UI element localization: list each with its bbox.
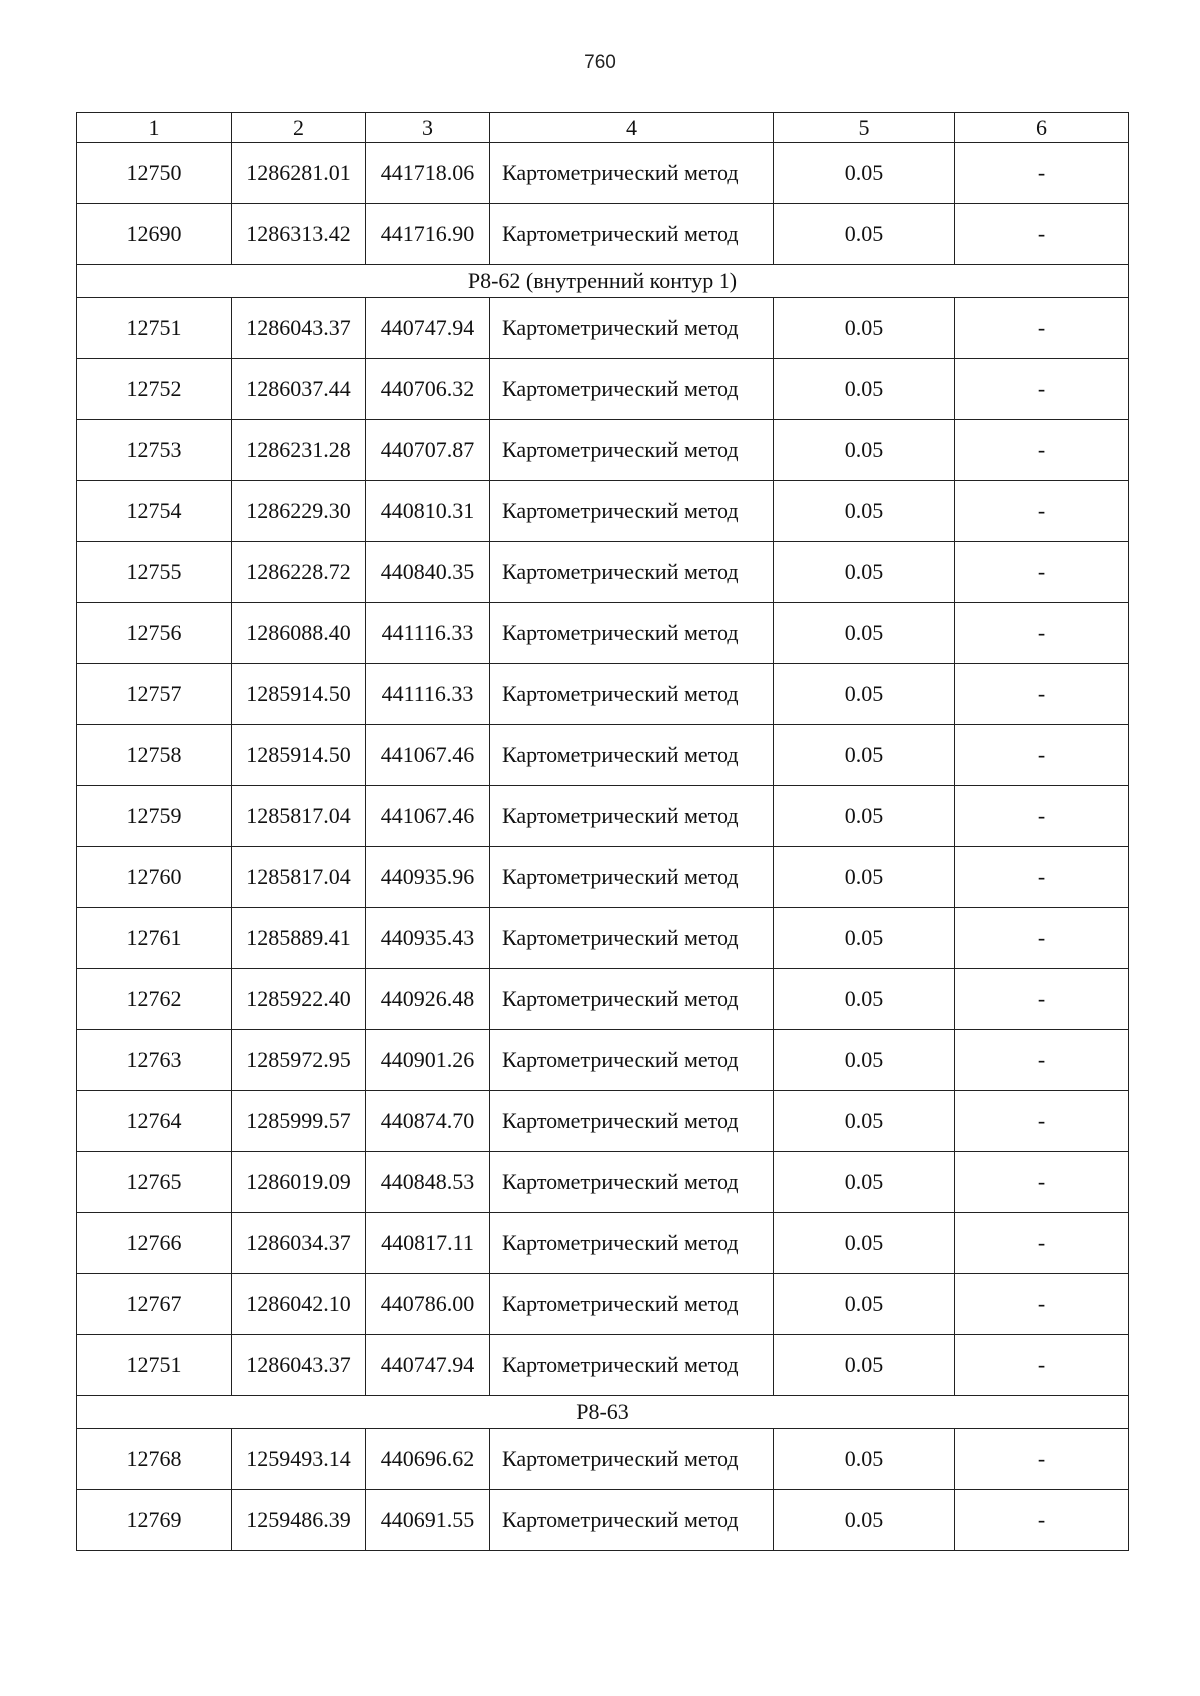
y-coordinate-cell: 440691.55 [366, 1490, 490, 1551]
x-coordinate-cell: 1286281.01 [232, 143, 366, 204]
point-number-cell: 12768 [77, 1429, 232, 1490]
accuracy-cell: 0.05 [774, 786, 955, 847]
method-cell: Картометрический метод [490, 1152, 774, 1213]
note-cell: - [955, 908, 1129, 969]
x-coordinate-cell: 1286042.10 [232, 1274, 366, 1335]
table-row [77, 1091, 1129, 1152]
table-row [77, 298, 1129, 359]
x-coordinate-cell: 1259493.14 [232, 1429, 366, 1490]
method-cell: Картометрический метод [490, 298, 774, 359]
method-cell: Картометрический метод [490, 1213, 774, 1274]
note-cell: - [955, 1091, 1129, 1152]
table-header-row [77, 113, 1129, 143]
x-coordinate-cell: 1286034.37 [232, 1213, 366, 1274]
x-coordinate-cell: 1285817.04 [232, 847, 366, 908]
point-number-cell: 12751 [77, 298, 232, 359]
table-row [77, 969, 1129, 1030]
method-cell: Картометрический метод [490, 204, 774, 265]
note-cell: - [955, 1335, 1129, 1396]
x-coordinate-cell: 1285817.04 [232, 786, 366, 847]
note-cell: - [955, 1429, 1129, 1490]
section-row [77, 265, 1129, 298]
note-cell: - [955, 298, 1129, 359]
column-header: 5 [774, 113, 955, 143]
table-row [77, 1490, 1129, 1551]
x-coordinate-cell: 1259486.39 [232, 1490, 366, 1551]
note-cell: - [955, 664, 1129, 725]
x-coordinate-cell: 1286019.09 [232, 1152, 366, 1213]
x-coordinate-cell: 1286313.42 [232, 204, 366, 265]
point-number-cell: 12756 [77, 603, 232, 664]
note-cell: - [955, 847, 1129, 908]
coordinates-table [76, 112, 1129, 1551]
y-coordinate-cell: 440926.48 [366, 969, 490, 1030]
table-row [77, 664, 1129, 725]
accuracy-cell: 0.05 [774, 725, 955, 786]
method-cell: Картометрический метод [490, 908, 774, 969]
column-header: 1 [77, 113, 232, 143]
table-body [77, 143, 1129, 1551]
method-cell: Картометрический метод [490, 542, 774, 603]
x-coordinate-cell: 1285914.50 [232, 725, 366, 786]
x-coordinate-cell: 1285999.57 [232, 1091, 366, 1152]
method-cell: Картометрический метод [490, 1490, 774, 1551]
point-number-cell: 12758 [77, 725, 232, 786]
note-cell: - [955, 1490, 1129, 1551]
x-coordinate-cell: 1286037.44 [232, 359, 366, 420]
y-coordinate-cell: 440696.62 [366, 1429, 490, 1490]
x-coordinate-cell: 1286231.28 [232, 420, 366, 481]
table-row [77, 1429, 1129, 1490]
accuracy-cell: 0.05 [774, 298, 955, 359]
method-cell: Картометрический метод [490, 847, 774, 908]
point-number-cell: 12752 [77, 359, 232, 420]
table-row [77, 1213, 1129, 1274]
point-number-cell: 12760 [77, 847, 232, 908]
method-cell: Картометрический метод [490, 420, 774, 481]
x-coordinate-cell: 1286043.37 [232, 298, 366, 359]
y-coordinate-cell: 440848.53 [366, 1152, 490, 1213]
method-cell: Картометрический метод [490, 359, 774, 420]
note-cell: - [955, 542, 1129, 603]
point-number-cell: 12755 [77, 542, 232, 603]
y-coordinate-cell: 440935.43 [366, 908, 490, 969]
accuracy-cell: 0.05 [774, 847, 955, 908]
note-cell: - [955, 786, 1129, 847]
y-coordinate-cell: 440840.35 [366, 542, 490, 603]
note-cell: - [955, 1152, 1129, 1213]
method-cell: Картометрический метод [490, 1091, 774, 1152]
accuracy-cell: 0.05 [774, 1091, 955, 1152]
y-coordinate-cell: 441116.33 [366, 603, 490, 664]
accuracy-cell: 0.05 [774, 359, 955, 420]
note-cell: - [955, 969, 1129, 1030]
point-number-cell: 12757 [77, 664, 232, 725]
table-row [77, 847, 1129, 908]
point-number-cell: 12751 [77, 1335, 232, 1396]
table-row [77, 542, 1129, 603]
method-cell: Картометрический метод [490, 1030, 774, 1091]
note-cell: - [955, 725, 1129, 786]
point-number-cell: 12765 [77, 1152, 232, 1213]
y-coordinate-cell: 441716.90 [366, 204, 490, 265]
note-cell: - [955, 603, 1129, 664]
point-number-cell: 12763 [77, 1030, 232, 1091]
note-cell: - [955, 1213, 1129, 1274]
x-coordinate-cell: 1286228.72 [232, 542, 366, 603]
column-header: 3 [366, 113, 490, 143]
note-cell: - [955, 420, 1129, 481]
x-coordinate-cell: 1285914.50 [232, 664, 366, 725]
accuracy-cell: 0.05 [774, 481, 955, 542]
table-row [77, 143, 1129, 204]
point-number-cell: 12690 [77, 204, 232, 265]
table-row [77, 1274, 1129, 1335]
accuracy-cell: 0.05 [774, 420, 955, 481]
note-cell: - [955, 1030, 1129, 1091]
x-coordinate-cell: 1286229.30 [232, 481, 366, 542]
point-number-cell: 12767 [77, 1274, 232, 1335]
accuracy-cell: 0.05 [774, 1490, 955, 1551]
accuracy-cell: 0.05 [774, 908, 955, 969]
method-cell: Картометрический метод [490, 481, 774, 542]
section-title: Р8-62 (внутренний контур 1) [77, 265, 1129, 298]
note-cell: - [955, 204, 1129, 265]
method-cell: Картометрический метод [490, 1335, 774, 1396]
method-cell: Картометрический метод [490, 664, 774, 725]
accuracy-cell: 0.05 [774, 1152, 955, 1213]
table-row [77, 420, 1129, 481]
column-header: 2 [232, 113, 366, 143]
note-cell: - [955, 143, 1129, 204]
table-row [77, 908, 1129, 969]
accuracy-cell: 0.05 [774, 1274, 955, 1335]
section-title: Р8-63 [77, 1396, 1129, 1429]
method-cell: Картометрический метод [490, 1274, 774, 1335]
column-header: 6 [955, 113, 1129, 143]
table-row [77, 786, 1129, 847]
accuracy-cell: 0.05 [774, 1335, 955, 1396]
table-row [77, 481, 1129, 542]
accuracy-cell: 0.05 [774, 542, 955, 603]
point-number-cell: 12762 [77, 969, 232, 1030]
note-cell: - [955, 481, 1129, 542]
accuracy-cell: 0.05 [774, 664, 955, 725]
method-cell: Картометрический метод [490, 969, 774, 1030]
x-coordinate-cell: 1285972.95 [232, 1030, 366, 1091]
y-coordinate-cell: 440901.26 [366, 1030, 490, 1091]
y-coordinate-cell: 440817.11 [366, 1213, 490, 1274]
accuracy-cell: 0.05 [774, 1429, 955, 1490]
accuracy-cell: 0.05 [774, 1213, 955, 1274]
table-row [77, 603, 1129, 664]
note-cell: - [955, 1274, 1129, 1335]
point-number-cell: 12759 [77, 786, 232, 847]
x-coordinate-cell: 1285889.41 [232, 908, 366, 969]
x-coordinate-cell: 1286088.40 [232, 603, 366, 664]
accuracy-cell: 0.05 [774, 1030, 955, 1091]
y-coordinate-cell: 441067.46 [366, 725, 490, 786]
table-row [77, 1030, 1129, 1091]
accuracy-cell: 0.05 [774, 603, 955, 664]
method-cell: Картометрический метод [490, 786, 774, 847]
table-row [77, 725, 1129, 786]
y-coordinate-cell: 440874.70 [366, 1091, 490, 1152]
y-coordinate-cell: 440786.00 [366, 1274, 490, 1335]
point-number-cell: 12761 [77, 908, 232, 969]
y-coordinate-cell: 440935.96 [366, 847, 490, 908]
point-number-cell: 12750 [77, 143, 232, 204]
method-cell: Картометрический метод [490, 603, 774, 664]
page-number: 760 [584, 52, 616, 73]
column-header: 4 [490, 113, 774, 143]
point-number-cell: 12753 [77, 420, 232, 481]
point-number-cell: 12764 [77, 1091, 232, 1152]
accuracy-cell: 0.05 [774, 204, 955, 265]
y-coordinate-cell: 441067.46 [366, 786, 490, 847]
accuracy-cell: 0.05 [774, 969, 955, 1030]
y-coordinate-cell: 441718.06 [366, 143, 490, 204]
section-row [77, 1396, 1129, 1429]
y-coordinate-cell: 441116.33 [366, 664, 490, 725]
table-row [77, 1335, 1129, 1396]
point-number-cell: 12769 [77, 1490, 232, 1551]
y-coordinate-cell: 440747.94 [366, 298, 490, 359]
point-number-cell: 12754 [77, 481, 232, 542]
note-cell: - [955, 359, 1129, 420]
point-number-cell: 12766 [77, 1213, 232, 1274]
table-row [77, 1152, 1129, 1213]
table-row [77, 359, 1129, 420]
method-cell: Картометрический метод [490, 1429, 774, 1490]
x-coordinate-cell: 1286043.37 [232, 1335, 366, 1396]
method-cell: Картометрический метод [490, 143, 774, 204]
y-coordinate-cell: 440747.94 [366, 1335, 490, 1396]
accuracy-cell: 0.05 [774, 143, 955, 204]
y-coordinate-cell: 440810.31 [366, 481, 490, 542]
y-coordinate-cell: 440706.32 [366, 359, 490, 420]
method-cell: Картометрический метод [490, 725, 774, 786]
table-row [77, 204, 1129, 265]
y-coordinate-cell: 440707.87 [366, 420, 490, 481]
x-coordinate-cell: 1285922.40 [232, 969, 366, 1030]
